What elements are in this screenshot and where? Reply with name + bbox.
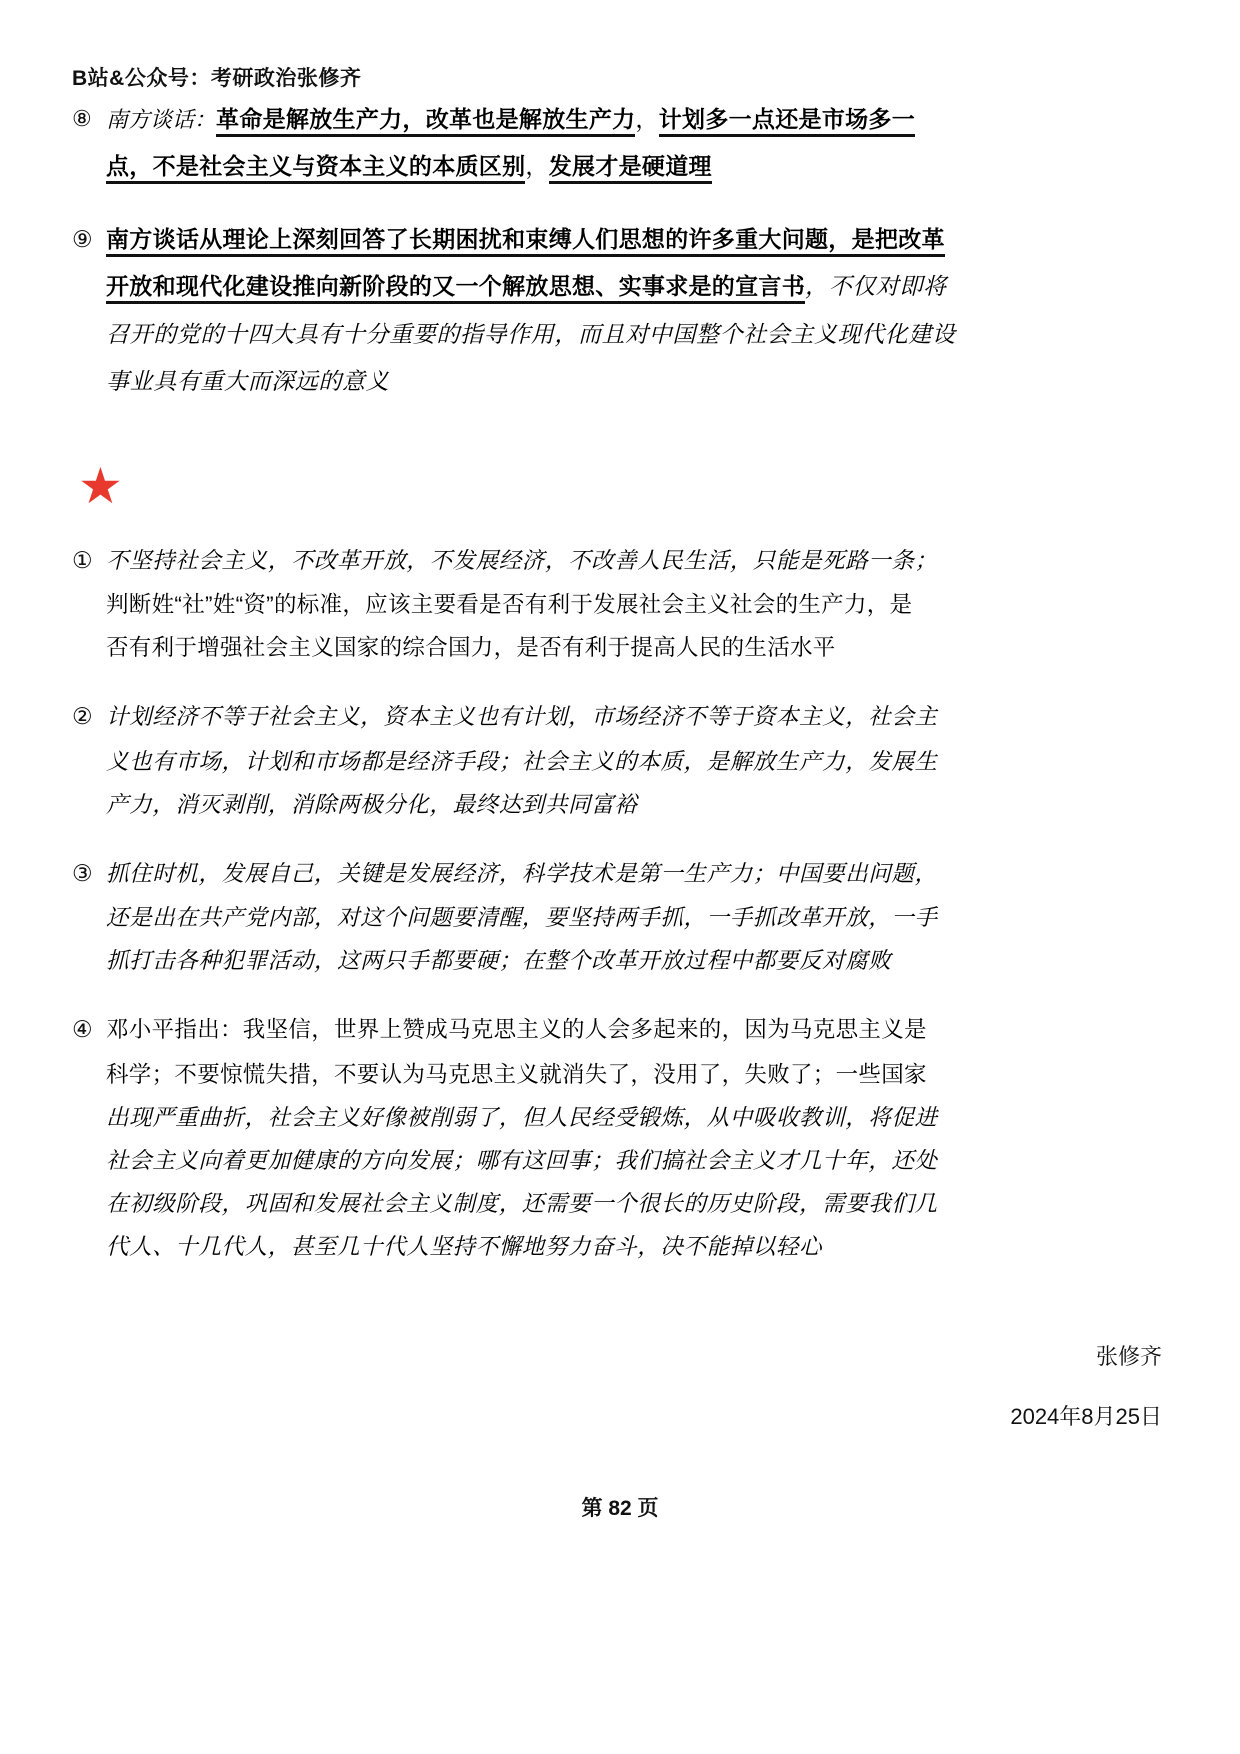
item-8-emphasis-1: 革命是解放生产力，改革也是解放生产力	[216, 106, 635, 137]
note-4-line-1	[72, 1008, 1082, 1052]
numbered-note-1	[72, 539, 1082, 670]
channel-header: B站&公众号：考研政治张修齐	[72, 67, 362, 90]
item-8-emphasis-2b: 点，不是社会主义与资本主义的本质区别	[106, 153, 525, 184]
item-9-emphasis-1: 南方谈话从理论上深刻回答了长期困扰和束缚人们思想的许多重大问题，	[106, 226, 852, 257]
page-content	[72, 96, 1082, 1295]
note-1-line-2	[72, 583, 1082, 626]
item-8-emphasis-3: 发展才是硬道理	[549, 153, 712, 184]
numbered-item-8	[72, 96, 1082, 190]
note-2-line-3	[72, 783, 1082, 826]
note-3-marker: ③	[72, 860, 93, 886]
note-4-line-3	[72, 1096, 1082, 1139]
item-9-tail-line-3: 事业具有重大而深远的意义	[106, 368, 390, 394]
item-9-line-4	[72, 358, 1082, 405]
item-9-tail-separator: ，	[805, 274, 829, 300]
note-4-text-6: 代人、十几代人，甚至几十代人坚持不懈地努力奋斗，决不能掉以轻心	[106, 1234, 823, 1260]
note-1-text-2: 判断姓“社”姓“资”的标准，应该主要看是否有利于发展社会主义社会的生产力，是	[106, 592, 913, 617]
note-3-text-1: 抓住时机，发展自己，关键是发展经济，科学技术是第一生产力；中国要出问题，	[106, 860, 938, 886]
item-9-marker: ⑨	[72, 227, 93, 253]
item-9-line-1	[72, 216, 1082, 263]
note-4-text-1: 邓小平指出：我坚信，世界上赞成马克思主义的人会多起来的，因为马克思主义是	[106, 1017, 927, 1043]
item-8-emphasis-2a: 计划多一点还是市场多一	[659, 106, 915, 137]
item-8-line-1	[72, 96, 1082, 143]
section-divider	[78, 457, 1082, 514]
note-4-line-4	[72, 1139, 1082, 1182]
author-signature: 张修齐	[1095, 1344, 1162, 1369]
note-2-text-1: 计划经济不等于社会主义，资本主义也有计划，市场经济不等于资本主义，社会主	[106, 704, 938, 730]
item-9-emphasis-2b: 开放和现代化建设推向新阶段的又一个解放思想、实事求是的宣言书	[106, 273, 805, 304]
item-9-line-2	[72, 263, 1082, 310]
note-4-text-5: 在初级阶段，巩固和发展社会主义制度，还需要一个很长的历史阶段，需要我们几	[106, 1191, 938, 1217]
item-9-line-3	[72, 311, 1082, 358]
note-3-text-3: 抓打击各种犯罪活动，这两只手都要硬；在整个改革开放过程中都要反对腐败	[106, 948, 892, 974]
note-2-marker: ②	[72, 704, 93, 730]
note-4-text-4: 社会主义向着更加健康的方向发展；哪有这回事；我们搞社会主义才几十年，还处	[106, 1147, 938, 1173]
note-4-line-6	[72, 1225, 1082, 1268]
note-4-text-2: 科学；不要惊慌失措，不要认为马克思主义就消失了，没用了，失败了；一些国家	[106, 1061, 927, 1087]
note-3-line-3	[72, 939, 1082, 982]
note-1-text-3: 否有利于增强社会主义国家的综合国力，是否有利于提高人民的生活水平	[106, 635, 836, 661]
numbered-note-2	[72, 695, 1082, 826]
note-4-marker: ④	[72, 1017, 93, 1043]
note-2-line-1	[72, 695, 1082, 739]
note-1-marker: ①	[72, 547, 93, 573]
item-8-marker: ⑧	[72, 106, 92, 131]
note-1-text-1: 不坚持社会主义，不改革开放，不发展经济，不改善人民生活，只能是死路一条；	[106, 547, 938, 573]
numbered-note-3	[72, 852, 1082, 983]
signature-date: 2024年8月25日	[1010, 1404, 1162, 1429]
note-2-line-2	[72, 740, 1082, 783]
note-4-line-5	[72, 1182, 1082, 1225]
note-1-line-1	[72, 539, 1082, 583]
note-4-line-2	[72, 1053, 1082, 1096]
note-1-line-3	[72, 626, 1082, 669]
note-3-line-2	[72, 896, 1082, 939]
note-3-line-1	[72, 852, 1082, 896]
note-4-text-3: 出现严重曲折，社会主义好像被削弱了，但人民经受锻炼，从中吸收教训，将促进	[106, 1104, 938, 1130]
note-2-text-3: 产力，消灭剥削，消除两极分化，最终达到共同富裕	[106, 791, 638, 817]
numbered-note-4	[72, 1008, 1082, 1268]
item-9-tail-line-2: 召开的党的十四大具有十分重要的指导作用，而且对中国整个社会主义现代化建设	[106, 321, 956, 347]
item-8-separator-1: ，	[635, 106, 659, 132]
note-3-text-2: 还是出在共产党内部，对这个问题要清醒，要坚持两手抓，一手抓改革开放，一手	[106, 905, 938, 931]
item-8-separator-2: ，	[525, 153, 549, 180]
page-number: 第 82 页	[581, 1497, 659, 1520]
note-2-text-2: 义也有市场，计划和市场都是经济手段；社会主义的本质，是解放生产力，发展生	[106, 748, 938, 774]
numbered-item-9	[72, 216, 1082, 405]
item-9-tail-line-1: 不仅对即将	[828, 274, 947, 300]
item-8-lead: 南方谈话：	[106, 107, 217, 132]
item-9-emphasis-2a: 是把改革	[852, 226, 945, 257]
item-8-line-2	[72, 143, 1082, 190]
red-star-icon: ★	[78, 457, 123, 514]
